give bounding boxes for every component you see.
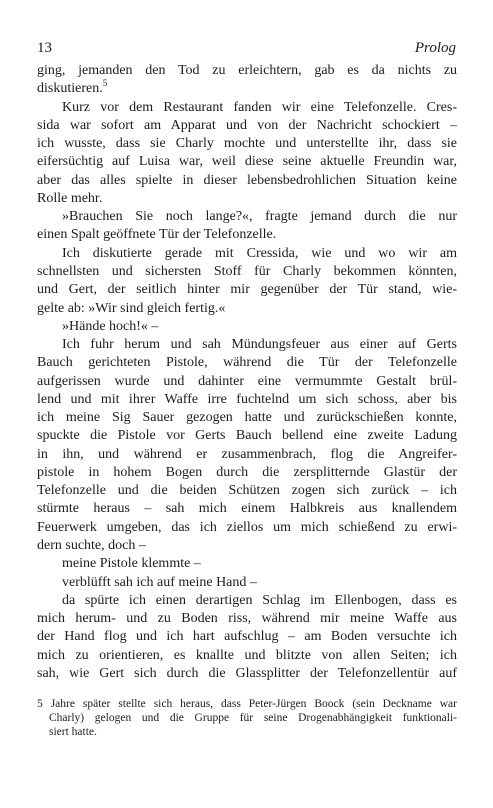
text-line: pistole in hohem Bogen durch die zersplitternde Glastür der xyxy=(37,464,457,480)
text-line: der Hand flog und ich hart aufschlug – am Boden versuchte ich xyxy=(37,629,457,645)
text-line: »Brauchen Sie noch lange?«, fragte jemand durch die nur xyxy=(62,209,457,225)
text-line: aufgerissen wurde und dahinter eine vermummte Gestalt brül- xyxy=(37,373,457,389)
text-line: dern suchte, doch – xyxy=(37,538,146,554)
text-line: lend und mit ihrer Waffe irre fuchtelnd um sich schoss, aber bis xyxy=(37,391,457,407)
text-line: »Hände hoch!« – xyxy=(62,318,159,334)
text-line: verblüfft sah ich auf meine Hand – xyxy=(62,574,257,590)
text-line: mich zu orientieren, es knallte und blitzte von allen Seiten; ich xyxy=(37,647,457,663)
text-line: ich wusste, dass sie Charly mochte und unterstellte ihr, dass sie xyxy=(37,136,457,152)
text-line: einen Spalt geöffnete Tür der Telefonzelle. xyxy=(37,227,277,243)
text-line: eifersüchtig auf Luisa war, weil diese seine aktuelle Freundin war, xyxy=(37,154,457,170)
footnote-line: Charly) gelogen und die Gruppe für seine Drogenabhängigkeit funktionali- xyxy=(49,712,457,725)
text-line: stürmte heraus – sah mich einem Halbkreis aus knallendem xyxy=(37,501,457,517)
footnote-reference: 5 xyxy=(102,78,108,89)
text-line: spuckte die Pistole vor Gerts Bauch bellend eine zweite Ladung xyxy=(37,428,457,444)
text-line: Feuerwerk umgeben, das ich ziellos um mich schießend zu erwi- xyxy=(37,519,457,535)
text-line: Rolle mehr. xyxy=(37,190,103,206)
text-line: ich meine Sig Sauer gezogen hatte und zurückschießen konnte, xyxy=(37,410,457,426)
text-line: Telefonzelle und die beiden Schützen zogen sich zurück – ich xyxy=(37,483,457,499)
text-span: diskutieren. xyxy=(37,81,103,97)
page-number: 13 xyxy=(37,40,52,56)
footnote-line: 5 Jahre später stellte sich heraus, dass Peter-Jürgen Boock (sein Deckname war xyxy=(37,698,457,711)
text-line: und Gert, der seitlich hinter mir gegenüber der Tür stand, wie- xyxy=(37,282,457,298)
text-line: in ihn, und während er zusammenbrach, flog die Angreifer- xyxy=(37,446,457,462)
text-line: gelte ab: »Wir sind gleich fertig.« xyxy=(37,300,226,316)
text-line: meine Pistole klemmte – xyxy=(62,556,201,572)
text-line: schnellsten und sichersten Stoff für Charly bekommen könnten, xyxy=(37,263,457,279)
text-line: Kurz vor dem Restaurant fanden wir eine Telefonzelle. Cres- xyxy=(62,99,457,115)
running-head: Prolog xyxy=(414,40,456,56)
text-line: sida war sofort am Apparat und von der Nachricht schockiert – xyxy=(37,117,457,133)
text-line: sah, wie Gert sich durch die Glassplitter der Telefonzellentür auf xyxy=(37,665,457,681)
footnote-line: siert hatte. xyxy=(49,726,97,739)
text-line: Ich diskutierte gerade mit Cressida, wie und wo wir am xyxy=(62,245,457,261)
text-line: aber das alles spielte in dieser lebensbedrohlichen Situation keine xyxy=(37,172,457,188)
text-line: Bauch gerichteten Pistole, während die Tür der Telefonzelle xyxy=(37,355,457,371)
text-line: ging, jemanden den Tod zu erleichtern, gab es da nichts zu xyxy=(37,63,457,78)
text-line: mich herum- und zu Boden riss, während mir meine Waffe aus xyxy=(37,611,457,627)
text-line: da spürte ich einen derartigen Schlag im Ellenbogen, dass es xyxy=(62,592,457,608)
text-line: Ich fuhr herum und sah Mündungsfeuer aus einer auf Gerts xyxy=(62,337,457,353)
text-line xyxy=(37,80,457,98)
